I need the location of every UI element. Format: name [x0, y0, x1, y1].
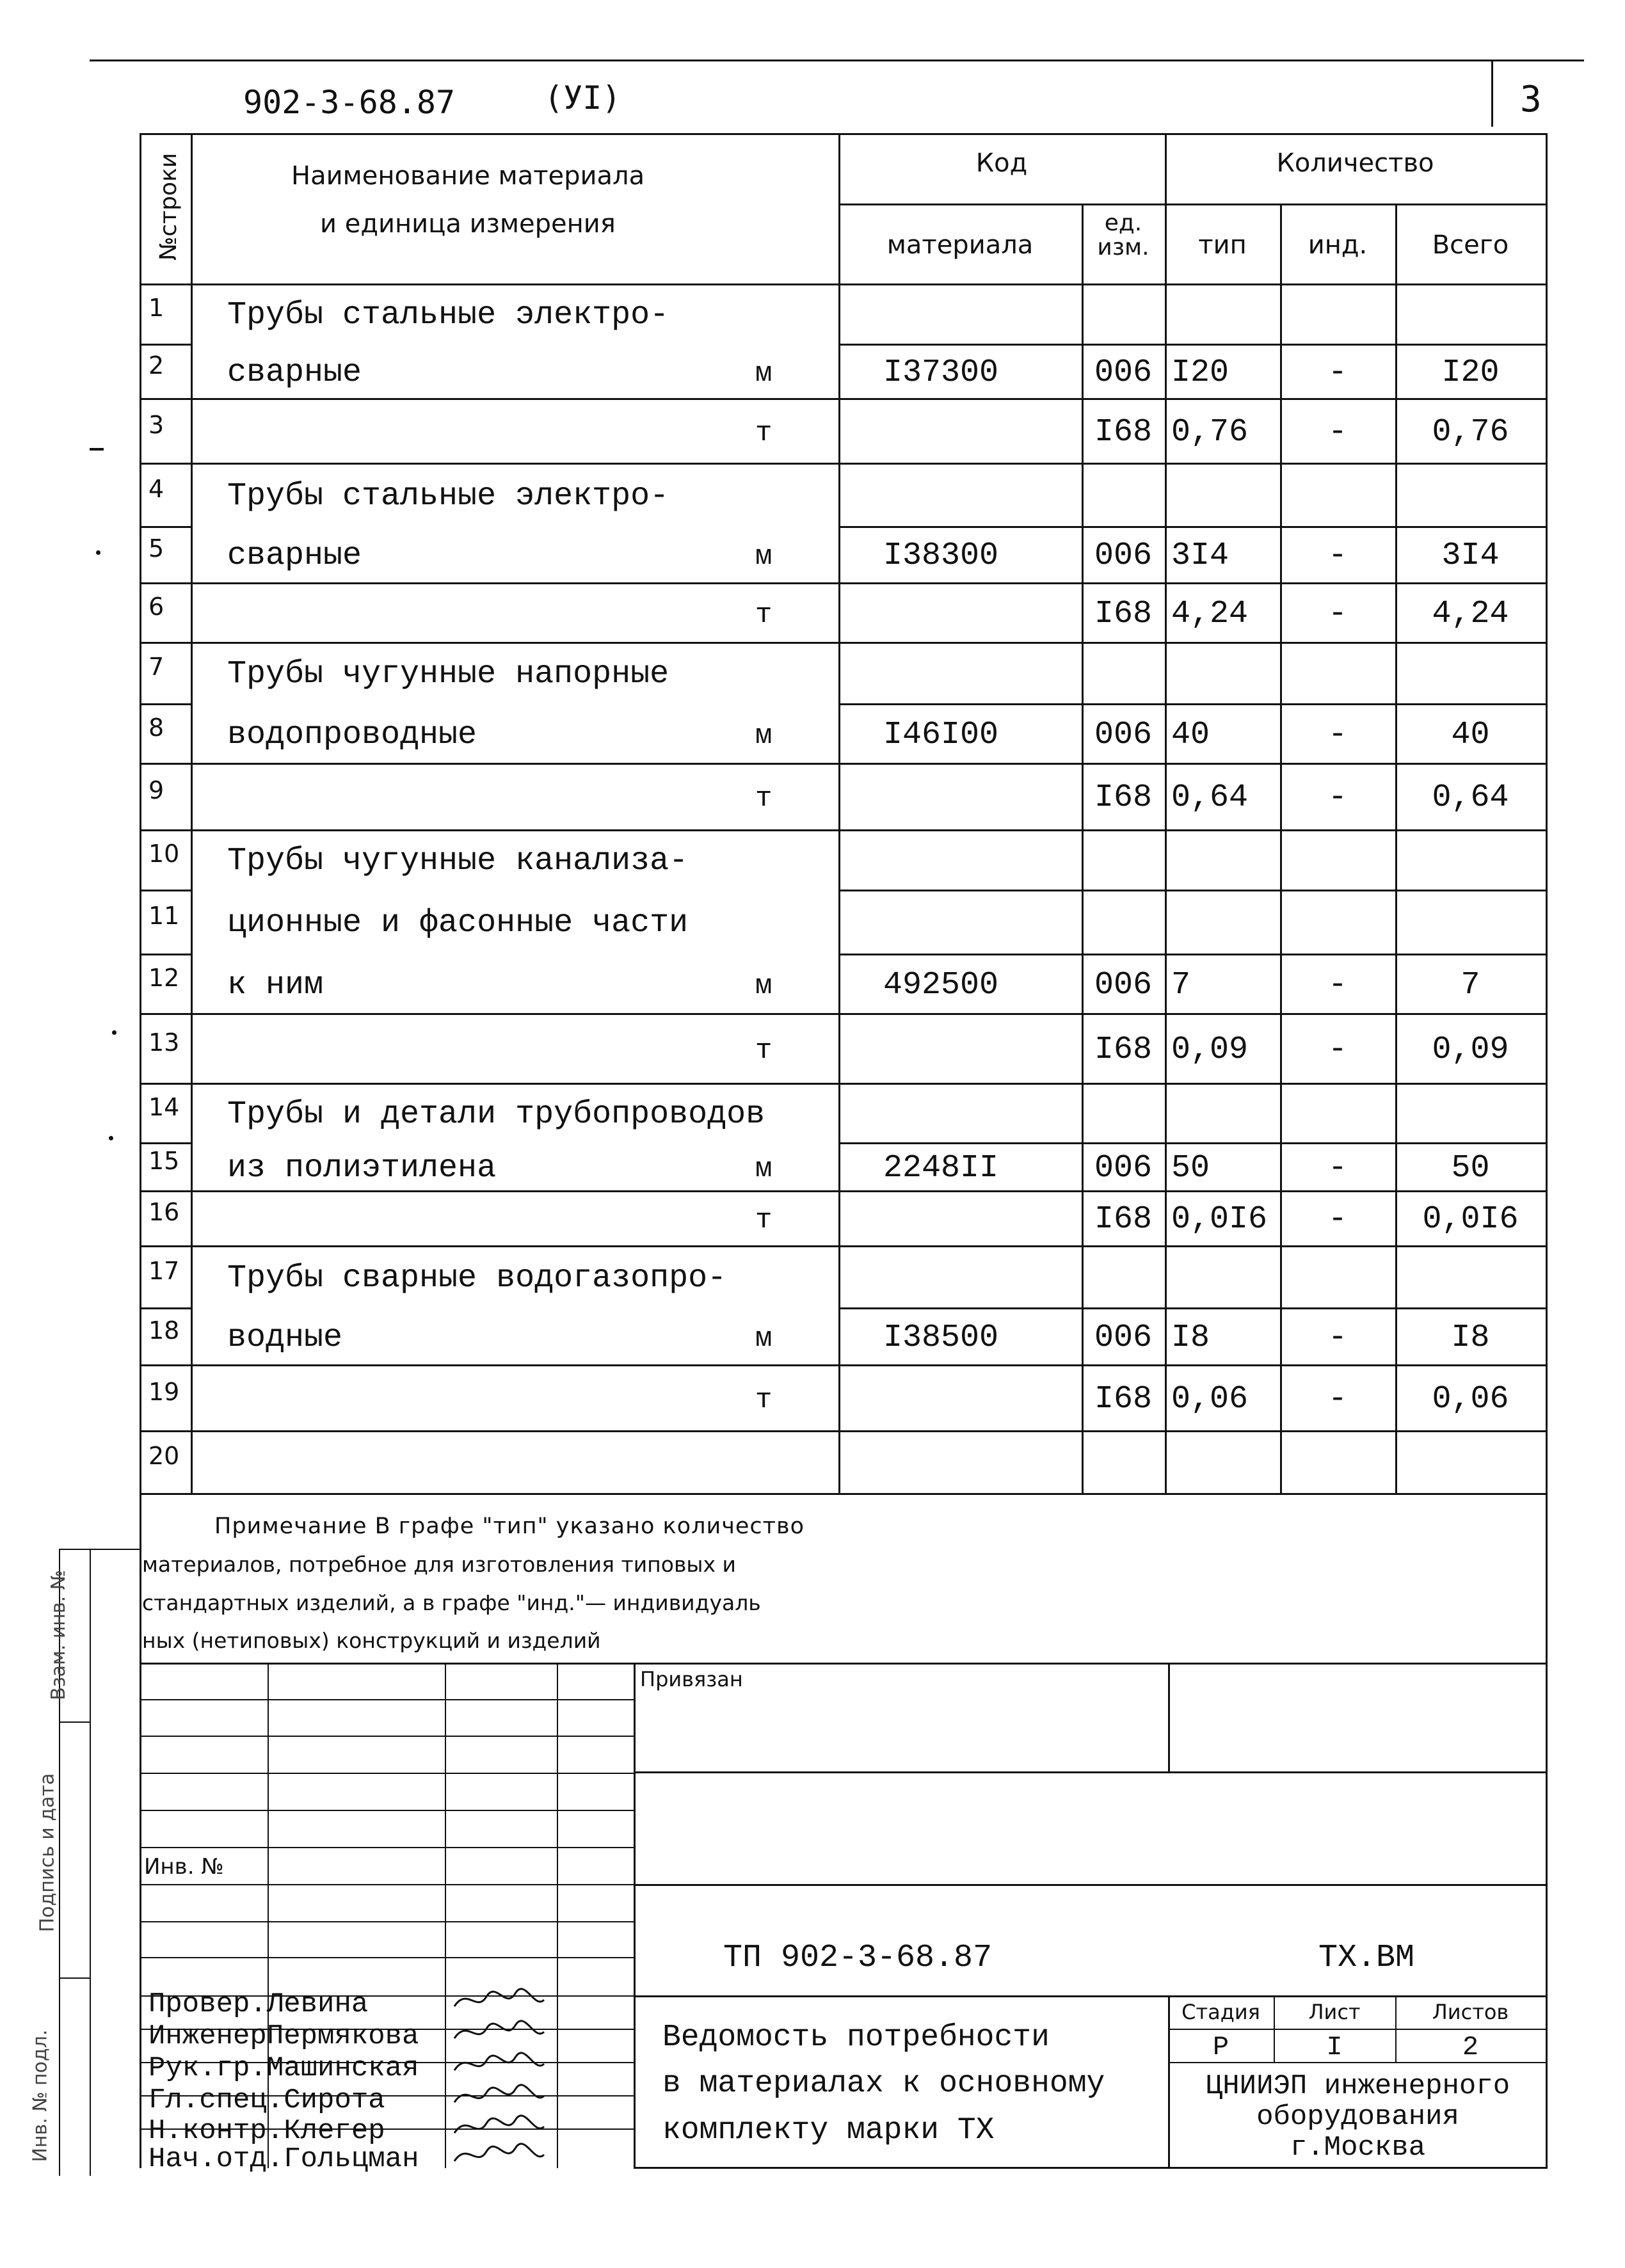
page-number-divider [1491, 60, 1493, 127]
row-number: 3 [148, 410, 164, 439]
attached-label: Привязан [640, 1667, 743, 1691]
col-name-header-2: и единица измерения [320, 209, 616, 239]
qty-total: 50 [1451, 1149, 1490, 1186]
grid-h1 [140, 1699, 634, 1700]
qty-total: 0,76 [1432, 413, 1509, 451]
handwritten-signature [448, 2048, 550, 2080]
table-body-bottom [140, 1493, 1548, 1495]
signature-name: Сирота [284, 2084, 385, 2116]
col-qty-total-header: Всего [1432, 230, 1509, 260]
row-separator [140, 1190, 1548, 1192]
grid-v3 [557, 1663, 558, 2168]
row-separator [140, 344, 192, 346]
row-separator [140, 1013, 1548, 1015]
sheets-label: Листов [1432, 2000, 1509, 2024]
signature-name: Гольцман [284, 2143, 419, 2175]
table-right [1546, 133, 1548, 1663]
unit-code: 006 [1094, 538, 1152, 574]
col-name-header-1: Наименование материала [291, 161, 645, 191]
project-row-bottom [634, 1995, 1548, 1997]
row-separator [838, 526, 1547, 528]
qty-type: 4,24 [1171, 595, 1249, 632]
grid-h2 [140, 1736, 634, 1737]
project-code: ТП 902-3-68.87 [723, 1940, 993, 1976]
unit-code: I68 [1094, 1201, 1152, 1238]
handwritten-signature [448, 2139, 550, 2171]
material-code: 492500 [883, 966, 999, 1003]
qty-total: 4,24 [1432, 595, 1509, 632]
col-sep-qty [1165, 133, 1167, 1495]
row-separator [140, 763, 1548, 765]
margin-sep-2 [59, 1721, 91, 1723]
org-line-2: оборудования [1256, 2101, 1459, 2133]
sheets-value: 2 [1462, 2032, 1479, 2063]
qty-type: 0,76 [1171, 413, 1249, 451]
col-rownum-header: №строки [156, 152, 182, 261]
col-sep-code [838, 133, 840, 1495]
sheet-label: Лист [1308, 2000, 1361, 2024]
qty-total: I8 [1451, 1319, 1490, 1356]
qty-individual: - [1327, 1201, 1347, 1238]
row-number: 7 [148, 653, 164, 681]
title-line-3: комплекту марки ТХ [662, 2113, 995, 2148]
top-border [90, 60, 1584, 61]
unit-code: 006 [1094, 966, 1152, 1003]
unit-label: м [755, 1322, 772, 1355]
table-left [140, 133, 141, 1663]
qty-individual: - [1327, 1149, 1347, 1186]
row-separator [838, 703, 1547, 705]
qty-type: I8 [1171, 1319, 1210, 1356]
material-name: Трубы стальные электро- [227, 297, 669, 333]
unit-code: I68 [1094, 413, 1152, 451]
margin-mark-3 [112, 1030, 116, 1035]
page-number: 3 [1520, 79, 1542, 120]
stamp-bottom [634, 2167, 1548, 2169]
note-line-4: ных (нетиповых) конструкций и изделий [142, 1628, 601, 1653]
qty-type: 50 [1171, 1149, 1210, 1186]
qty-total: 40 [1451, 716, 1490, 753]
col-sep-unit [1082, 204, 1084, 1495]
signature-row [148, 2145, 419, 2173]
unit-label: м [755, 970, 772, 1002]
title-line-2: в материалах к основному [662, 2066, 1105, 2101]
signature-row [148, 2117, 385, 2145]
row-separator [838, 344, 1547, 346]
row-separator [838, 1142, 1547, 1144]
qty-type: 40 [1171, 716, 1210, 753]
grid-h7 [140, 1921, 634, 1922]
row-number: 2 [148, 351, 164, 379]
org-line-3: г.Москва [1290, 2132, 1426, 2164]
margin-label-bottom: Инв. № подл. [29, 2029, 52, 2162]
table-top [140, 133, 1548, 135]
grid-h5 [140, 1847, 634, 1848]
row-separator [140, 703, 192, 705]
row-number: 11 [148, 902, 180, 930]
unit-code: 006 [1094, 1319, 1152, 1356]
album-number: (УI) [544, 79, 621, 116]
row-separator [838, 1307, 1547, 1309]
signature-row [148, 2022, 419, 2050]
material-code: 2248II [883, 1149, 999, 1186]
qty-total: 3I4 [1441, 538, 1500, 574]
row-separator [140, 582, 1548, 584]
qty-type: 0,64 [1171, 779, 1249, 816]
col-quantity-header: Количество [1276, 148, 1434, 178]
header-bottom-line [140, 284, 1548, 285]
unit-label: т [755, 417, 772, 449]
qty-total: 0,06 [1432, 1380, 1509, 1418]
row-number: 15 [148, 1146, 180, 1175]
material-code: I37300 [883, 354, 999, 391]
qty-type: 3I4 [1171, 538, 1229, 574]
inv-no-label: Инв. № [144, 1854, 224, 1880]
material-name: водные [227, 1319, 343, 1356]
row-number: 4 [148, 474, 164, 503]
margin-label-top: Взам. инв. № [47, 1570, 70, 1700]
unit-code: I68 [1094, 1031, 1152, 1068]
unit-code: I68 [1094, 1380, 1152, 1418]
row-number: 10 [148, 840, 180, 868]
unit-label: м [755, 719, 772, 752]
material-name: Трубы чугунные канализа- [227, 843, 689, 879]
col-code-header: Код [975, 148, 1028, 178]
margin-label-mid: Подпись и дата [36, 1773, 59, 1933]
qty-type: 0,06 [1171, 1380, 1249, 1418]
unit-code: I68 [1094, 779, 1152, 816]
drawing-mark: ТХ.ВМ [1318, 1940, 1415, 1976]
unit-code: I68 [1094, 595, 1152, 632]
signature-role: Провер. [148, 1988, 267, 2020]
row-number: 8 [148, 713, 164, 742]
row-number: 16 [148, 1198, 180, 1226]
material-code: I46I00 [883, 716, 999, 753]
stage-row-1 [1168, 2029, 1548, 2030]
margin-mark-4 [109, 1136, 113, 1140]
qty-total: 0,09 [1432, 1031, 1509, 1068]
qty-individual: - [1327, 1031, 1347, 1068]
row-separator [140, 463, 1548, 465]
signature-name: Клегер [284, 2115, 385, 2147]
row-separator [140, 526, 192, 528]
header-mid-line [838, 204, 1547, 205]
attached-bottom [634, 1771, 1548, 1773]
qty-total: I20 [1441, 354, 1500, 391]
handwritten-signature [448, 2080, 550, 2112]
signature-row [148, 2086, 385, 2114]
signature-row [148, 2054, 419, 2082]
row-number: 1 [148, 294, 164, 322]
col-code-unit-header: ед. изм. [1097, 210, 1149, 260]
signature-name: Пермякова [266, 2020, 419, 2052]
col-sep-ind [1395, 204, 1397, 1495]
unit-code: 006 [1094, 1149, 1152, 1186]
qty-individual: - [1327, 1380, 1347, 1418]
qty-individual: - [1327, 779, 1347, 816]
signature-name: Левина [266, 1988, 369, 2020]
signature-role: Нач.отд. [148, 2143, 284, 2175]
note-line-3: стандартных изделий, а в графе "инд."— индивидуаль [142, 1590, 761, 1615]
signature-row [148, 1990, 368, 2018]
signature-name: Машинская [266, 2052, 419, 2084]
qty-individual: - [1327, 413, 1347, 451]
unit-label: т [755, 783, 772, 815]
grid-h8 [140, 1957, 634, 1958]
row-separator [140, 954, 192, 955]
material-name: сварные [227, 354, 362, 391]
grid-v4 [634, 1663, 636, 2168]
material-name: Трубы стальные электро- [227, 477, 669, 515]
unit-code: 006 [1094, 354, 1152, 391]
col-sep-rownum [191, 133, 193, 1495]
row-separator [140, 642, 1548, 644]
handwritten-signature [448, 1984, 550, 2016]
row-separator [140, 1430, 1548, 1432]
margin-sep-3 [59, 1977, 91, 1979]
material-name: Трубы и детали трубопроводов [227, 1096, 765, 1133]
margin-mark-2 [96, 550, 100, 555]
row-number: 5 [148, 534, 164, 563]
row-separator [140, 1307, 192, 1309]
row-number: 9 [148, 776, 164, 804]
row-separator [140, 1083, 1548, 1085]
qty-individual: - [1327, 538, 1347, 574]
grid-v2 [445, 1663, 446, 2168]
qty-type: 0,09 [1171, 1031, 1249, 1068]
material-name: сварные [227, 538, 362, 574]
row-separator [140, 398, 1548, 400]
unit-label: м [755, 1153, 772, 1185]
qty-total: 0,64 [1432, 779, 1509, 816]
org-line-1: ЦНИИЭП инженерного [1205, 2070, 1510, 2102]
material-name: водопроводные [227, 716, 477, 753]
qty-individual: - [1327, 595, 1347, 632]
stamp-left [140, 1663, 141, 2168]
qty-individual: - [1327, 1319, 1347, 1356]
material-code: I38300 [883, 538, 999, 574]
sheet-value: I [1326, 2032, 1343, 2063]
qty-individual: - [1327, 966, 1347, 1003]
grid-h4 [140, 1810, 634, 1811]
material-name: Трубы чугунные напорные [227, 656, 669, 692]
row-number: 6 [148, 592, 164, 621]
row-separator [140, 890, 192, 891]
row-number: 20 [148, 1442, 180, 1470]
stage-label: Стадия [1181, 2000, 1260, 2024]
qty-type: 7 [1171, 966, 1191, 1003]
stage-value: Р [1212, 2032, 1229, 2063]
col-code-material-header: материала [886, 230, 1034, 260]
unit-label: м [755, 541, 772, 573]
handwritten-signature [448, 2016, 550, 2048]
row-number: 18 [148, 1316, 180, 1345]
unit-label: т [755, 1034, 772, 1067]
grid-h3 [140, 1773, 634, 1774]
material-name: Трубы сварные водогазопро- [227, 1259, 727, 1297]
row-separator [838, 954, 1547, 955]
qty-total: 0,0I6 [1422, 1201, 1519, 1238]
title-line-1: Ведомость потребности [662, 2020, 1050, 2055]
qty-individual: - [1327, 716, 1347, 753]
col-sep-type [1280, 204, 1282, 1495]
unit-label: м [755, 357, 772, 390]
col-qty-ind-header: инд. [1308, 230, 1368, 260]
margin-line-inner [90, 1549, 91, 2176]
margin-sep-1 [59, 1549, 140, 1550]
unit-label: т [755, 598, 772, 631]
project-row-top [634, 1884, 1548, 1886]
row-number: 12 [148, 963, 180, 992]
material-name: ционные и фасонные части [227, 905, 689, 941]
material-name: к ним [227, 966, 324, 1003]
row-number: 17 [148, 1256, 180, 1285]
row-separator [140, 829, 1548, 831]
qty-total: 7 [1461, 966, 1480, 1003]
note-line-2: материалов, потребное для изготовления типовых и [142, 1552, 736, 1577]
unit-label: т [755, 1204, 772, 1236]
signature-role: Инженер [148, 2020, 267, 2052]
qty-type: 0,0I6 [1171, 1201, 1268, 1238]
row-separator [140, 1364, 1548, 1366]
row-separator [838, 890, 1547, 891]
unit-code: 006 [1094, 716, 1152, 753]
stamp-top-line [140, 1663, 1548, 1665]
signature-role: Гл.спец. [148, 2084, 284, 2116]
row-number: 13 [148, 1028, 180, 1057]
col-qty-type-header: тип [1198, 230, 1247, 260]
grid-h6 [140, 1884, 634, 1885]
qty-individual: - [1327, 354, 1347, 391]
signature-role: Н.контр. [148, 2115, 284, 2147]
note-line-1: Примечание В графе "тип" указано количество [214, 1513, 805, 1539]
row-separator [140, 1142, 192, 1144]
handwritten-signature [448, 2111, 550, 2143]
material-code: I38500 [883, 1319, 999, 1356]
signature-role: Рук.гр. [148, 2052, 267, 2084]
row-separator [140, 1245, 1548, 1247]
qty-type: I20 [1171, 354, 1229, 391]
unit-label: т [755, 1384, 772, 1416]
row-number: 14 [148, 1092, 180, 1121]
attached-divider [1168, 1663, 1170, 1771]
material-name: из полиэтилена [227, 1149, 497, 1186]
doc-code: 902-3-68.87 [243, 84, 456, 121]
margin-mark-1 [90, 448, 104, 451]
row-number: 19 [148, 1377, 180, 1406]
